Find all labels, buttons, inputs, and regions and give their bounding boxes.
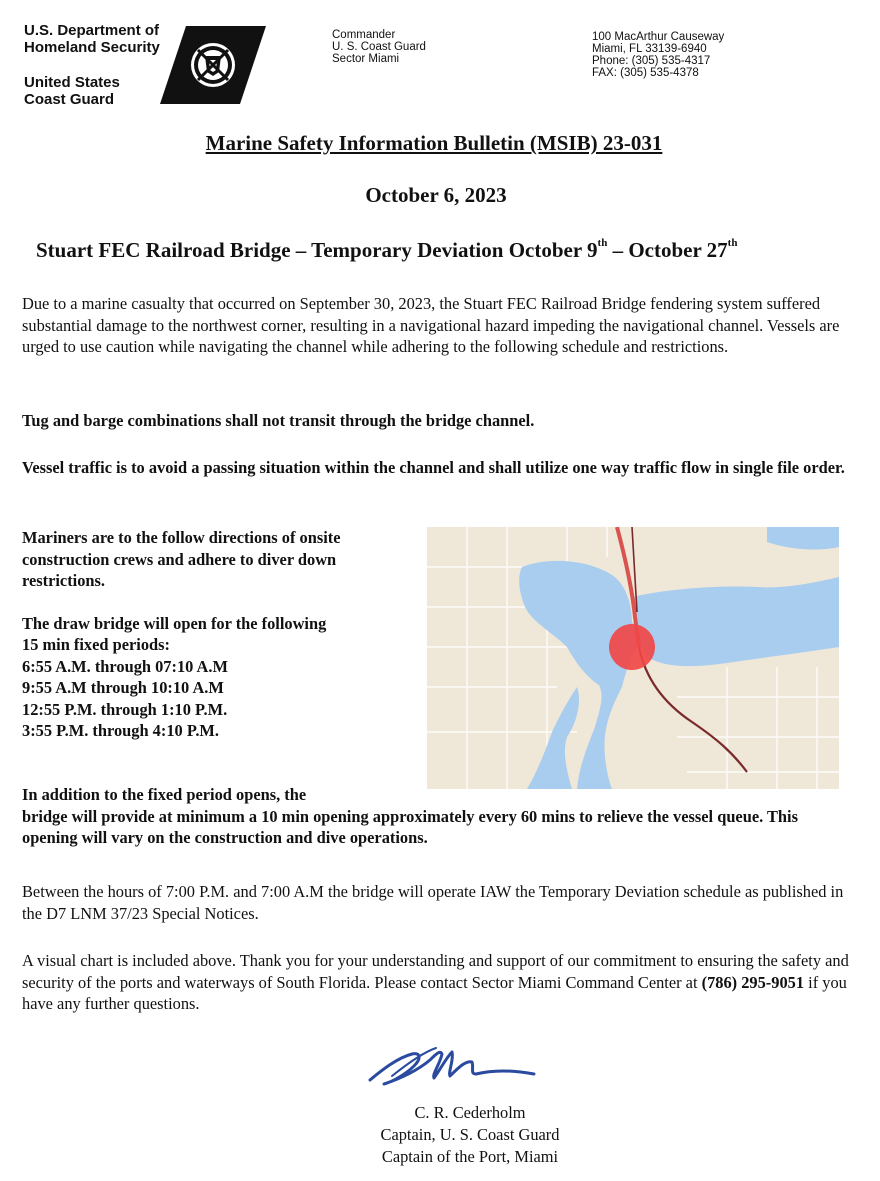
intro-paragraph: Due to a marine casualty that occurred on September 30, 2023, the Stuart FEC Railroad Bridge fendering system suffered substantial damage to the northwest corner, resulting in a navigational hazard impeding the navigational channel. Vessels are urged to use caution while navigating the channel while adhering to the following schedule and restrictions. (22, 294, 840, 356)
closing-paragraph (22, 950, 852, 1015)
signature-block (300, 1102, 640, 1168)
agency-dhs-line2: Homeland Security (24, 39, 160, 56)
sender-line: Sector Miami (332, 53, 400, 65)
command-center-phone: (786) 295-9051 (701, 972, 805, 992)
subject-sup2: th (727, 237, 738, 249)
address-block (592, 31, 724, 79)
tug-barge-rule: Tug and barge combinations shall not transit through the bridge channel. (22, 411, 535, 430)
schedule-item: 3:55 P.M. through 4:10 P.M. (22, 721, 219, 740)
schedule-item: 9:55 A.M through 10:10 A.M (22, 678, 224, 697)
addition-line1: In addition to the fixed period opens, the (22, 785, 307, 804)
agency-uscg-line1: United States (24, 74, 120, 91)
addition-rest: bridge will provide at minimum a 10 min opening approximately every 60 mins to relieve the vessel queue. This opening will vary on the construction and dive operations. (22, 806, 798, 847)
agency-dhs (24, 22, 160, 56)
closing-text: A visual chart is included above. Thank you for your understanding and support of our commitment to ensuring the safety and security of the ports and waterways of South Florida. Please contact Sector Miami Command Center at (22, 951, 849, 992)
sender-block (332, 29, 426, 65)
schedule-item: 12:55 P.M. through 1:10 P.M. (22, 699, 228, 719)
sender-line: Commander (332, 29, 396, 41)
signer-role: Captain of the Port, Miami (381, 1147, 559, 1166)
bulletin-subject (36, 238, 737, 263)
bulletin-date: October 6, 2023 (365, 183, 507, 207)
address-line: Miami, FL 33139-6940 (592, 43, 707, 55)
signer-title: Captain, U. S. Coast Guard (380, 1125, 560, 1144)
signer-name: C. R. Cederholm (414, 1103, 526, 1122)
schedule-intro: 15 min fixed periods: (22, 635, 170, 654)
bridge-location-map (427, 527, 839, 789)
schedule-item: 6:55 A.M. through 07:10 A.M (22, 656, 228, 676)
bulletin-title: Marine Safety Information Bulletin (MSIB) 23-031 (205, 131, 663, 155)
mariners-rule: Mariners are to the follow directions of onsite construction crews and adhere to diver down restrictions. (22, 528, 341, 590)
address-line: 100 MacArthur Causeway (592, 31, 725, 43)
sender-line: U. S. Coast Guard (332, 41, 426, 53)
subject-part2: – October 27 (607, 238, 728, 262)
addition-paragraph (22, 784, 852, 849)
vessel-traffic-rule: Vessel traffic is to avoid a passing situation within the channel and shall utilize one way traffic flow in single file order. (22, 458, 845, 477)
schedule-intro: The draw bridge will open for the following (22, 613, 327, 633)
subject-sup1: th (597, 237, 608, 249)
subject-part1: Stuart FEC Railroad Bridge – Temporary Deviation October 9 (36, 238, 598, 262)
night-schedule-paragraph: Between the hours of 7:00 P.M. and 7:00 A.M the bridge will operate IAW the Temporary Deviation schedule as published in the D7 LNM 37/23 Special Notices. (22, 882, 844, 923)
agency-dhs-line1: U.S. Department of (24, 22, 160, 39)
phone-line: Phone: (305) 535-4317 (592, 55, 711, 67)
schedule-column (22, 527, 422, 742)
agency-uscg-line2: Coast Guard (24, 91, 115, 108)
closing-text-end: if you have any further questions. (22, 972, 847, 1013)
handwritten-signature (362, 1040, 542, 1096)
fax-line: FAX: (305) 535-4378 (592, 67, 699, 79)
agency-uscg (24, 74, 120, 108)
uscg-seal-icon (160, 26, 266, 104)
